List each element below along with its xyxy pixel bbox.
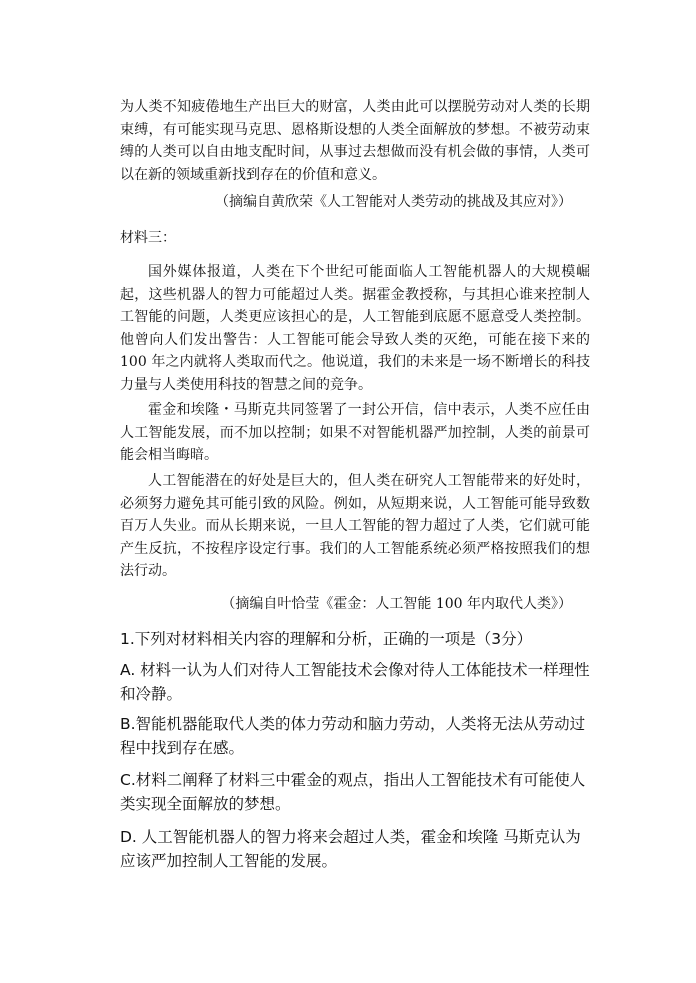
option-a: A. 材料一认为人们对待人工智能技术会像对待人工体能技术一样理性和冷静。: [120, 661, 590, 703]
material3-heading: 材料三：: [120, 230, 176, 246]
material3-paragraph-2: 霍金和埃隆・马斯克共同签署了一封公开信，信中表示，人类不应任由人工智能发展，而不加以控制；如果不对智能机器严加控制，人类的前景可能会相当晦暗。: [120, 402, 590, 463]
option-c: C.材料二阐释了材料三中霍金的观点，指出人工智能技术有可能使人类实现全面解放的梦想。: [120, 771, 586, 813]
material3-source-citation: （摘编自叶恰莹《霍金：人工智能 100 年内取代人类》）: [221, 596, 572, 612]
question-1-stem: 1.下列对材料相关内容的理解和分析，正确的一项是（3分）: [120, 630, 533, 648]
material2-continuation-paragraph: 为人类不知疲倦地生产出巨大的财富，人类由此可以摆脱劳动对人类的长期束缚，有可能实现马克思、恩格斯设想的人类全面解放的梦想。不被劳动束缚的人类可以自由地支配时间，从事过去想做而没有机会做的事情，人类可以在新的领域重新找到存在的价值和意义。: [120, 99, 590, 183]
material2-source-citation: （摘编自黄欣荣《人工智能对人类劳动的挑战及其应对》）: [215, 194, 572, 210]
option-d: D. 人工智能机器人的智力将来会超过人类，霍金和埃隆 马斯克认为应该严加控制人工智能的发展。: [120, 828, 581, 870]
material3-paragraph-1: 国外媒体报道，人类在下个世纪可能面临人工智能机器人的大规模崛起，这些机器人的智力可能超过人类。据霍金教授称，与其担心谁来控制人工智能的问题，人类更应该担心的是，人工智能到底愿不愿意受人类控制。他曾向人们发出警告：人工智能可能会导致人类的灭绝，可能在接下来的 100 年之内就将人类取而代之。他说道，我们的未来是一场不断增长的科技力量与人类使用科技的智慧之间的竞争。: [120, 264, 590, 393]
material3-paragraph-3: 人工智能潜在的好处是巨大的，但人类在研究人工智能带来的好处时，必须努力避免其可能引致的风险。例如，从短期来说，人工智能可能导致数百万人失业。而从长期来说，一旦人工智能的智力超过了人类，它们就可能产生反抗，不按程序设定行事。我们的人工智能系统必须严格按照我们的想法行动。: [120, 473, 590, 579]
option-b: B.智能机器能取代人类的体力劳动和脑力劳动，人类将无法从劳动过程中找到存在感。: [120, 715, 586, 757]
